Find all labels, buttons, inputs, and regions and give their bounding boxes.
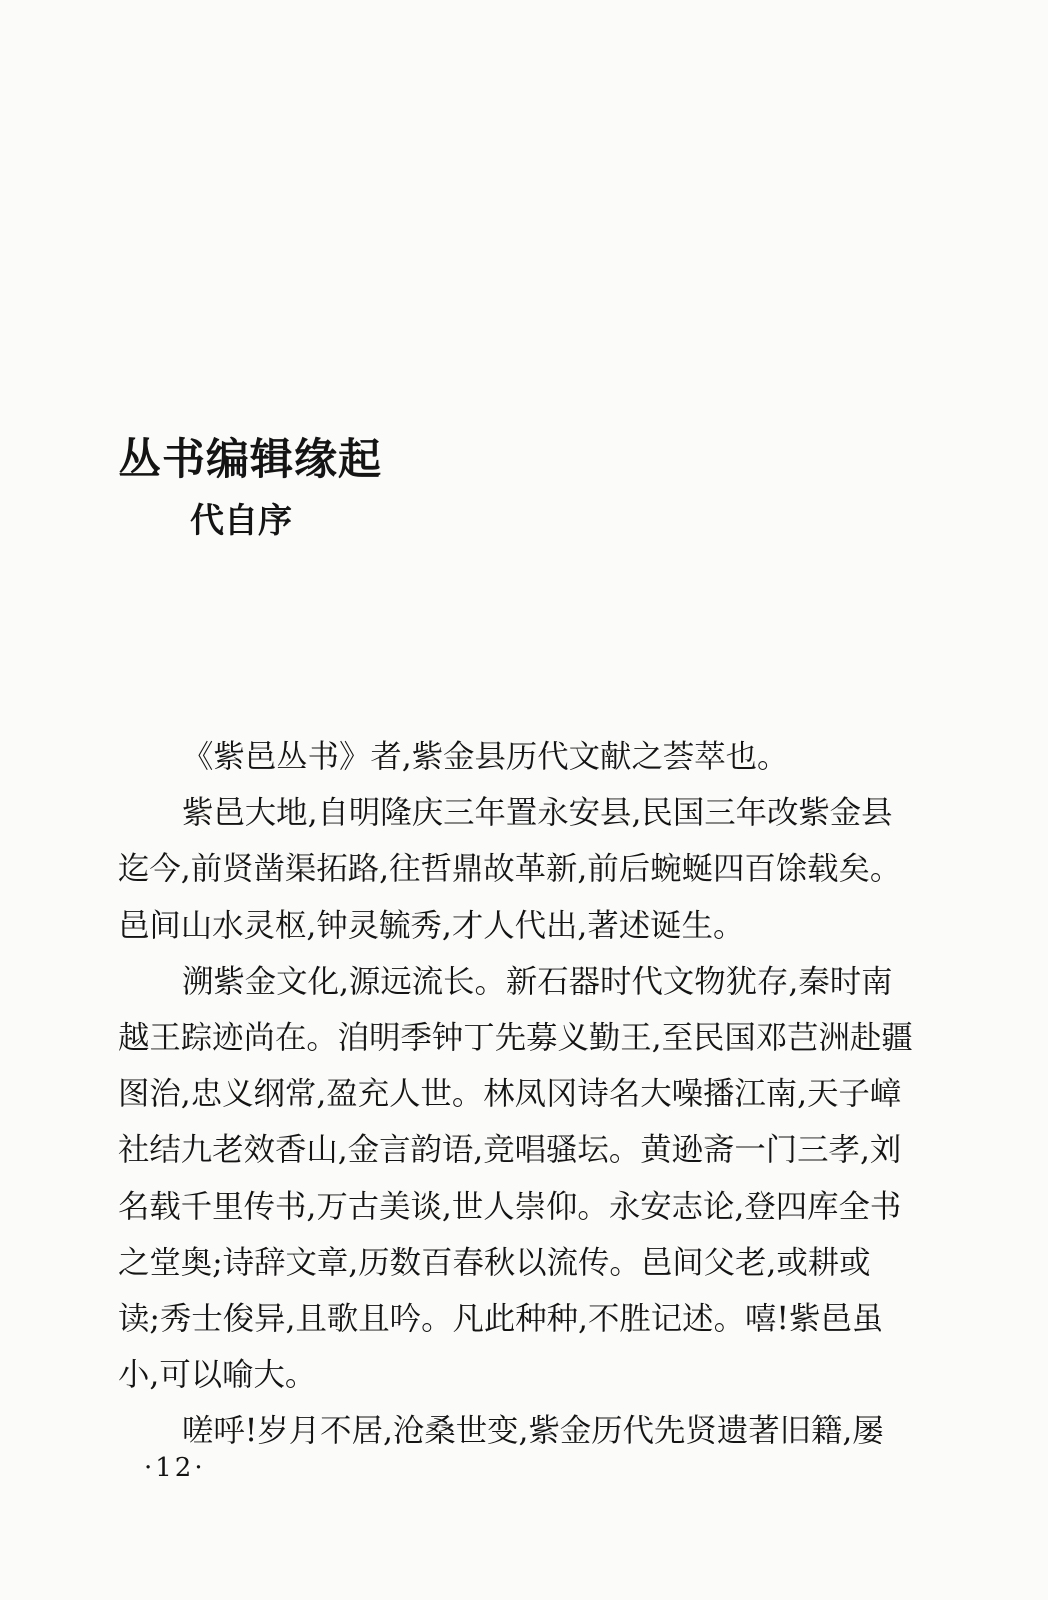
text-line: 嗟呼!岁月不居,沧桑世变,紫金历代先贤遗著旧籍,屡 (182, 1413, 884, 1450)
text-line: 社结九老效香山,金言韵语,竞唱骚坛。黄逊斋一门三孝,刘 (118, 1132, 902, 1169)
text-line: 名载千里传书,万古美谈,世人崇仰。永安志论,登四库全书 (118, 1188, 902, 1225)
chapter-title: 丛书编辑缘起 (118, 435, 382, 485)
text-line: 溯紫金文化,源远流长。新石器时代文物犹存,秦时南 (182, 963, 893, 1000)
text-line: 《紫邑丛书》者,紫金县历代文献之荟萃也。 (182, 739, 789, 775)
text-line: 图治,忠义纲常,盈充人世。林凤冈诗名大噪播江南,天子嶂 (118, 1076, 902, 1113)
text-line: 之堂奥;诗辞文章,历数百春秋以流传。邑间父老,或耕或 (118, 1244, 871, 1281)
chapter-subtitle: 代自序 (190, 501, 292, 541)
text-line: 紫邑大地,自明隆庆三年置永安县,民国三年改紫金县 (182, 795, 893, 832)
text-line: 读;秀士俊异,且歌且吟。凡此种种,不胜记述。嘻!紫邑虽 (118, 1300, 884, 1337)
text-line: 邑间山水灵枢,钟灵毓秀,才人代出,著述诞生。 (118, 907, 745, 944)
text-line: 越王踪迹尚在。洎明季钟丁先募义勤王,至民国邓芑洲赴疆 (118, 1019, 913, 1056)
text-line: 小,可以喻大。 (118, 1357, 317, 1394)
text-line: 迄今,前贤凿渠拓路,往哲鼎故革新,前后蜿蜒四百馀载矣。 (118, 851, 902, 888)
body-text (118, 729, 938, 1459)
page-number: ·12· (144, 1453, 206, 1483)
